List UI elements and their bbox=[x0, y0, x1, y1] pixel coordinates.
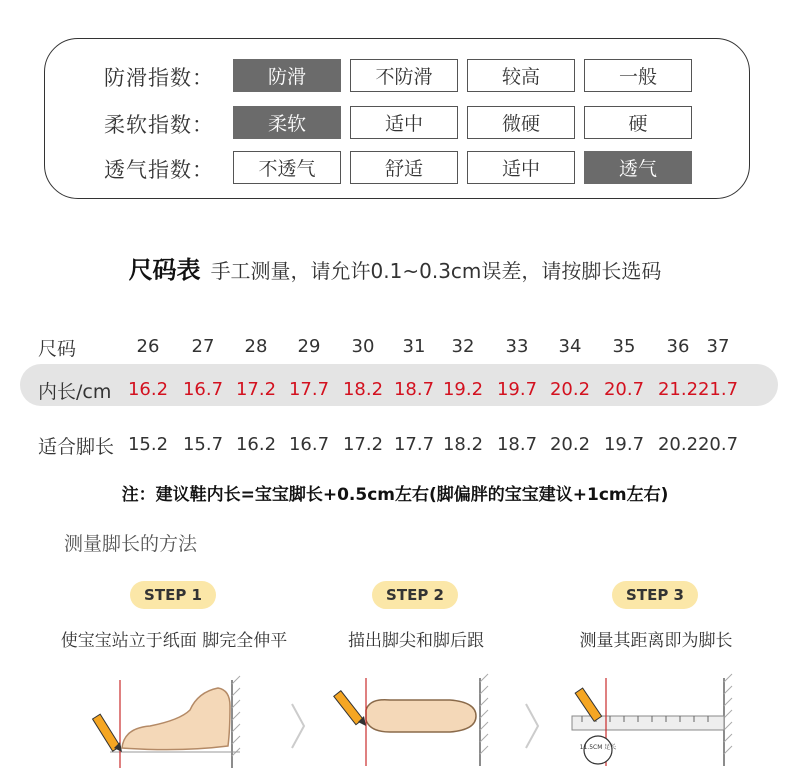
index-option-1-0: 柔软 bbox=[233, 106, 341, 139]
step-2-desc: 描出脚尖和脚后跟 bbox=[348, 631, 484, 651]
pencil-icon-2 bbox=[334, 691, 366, 726]
index-option-1-1: 适中 bbox=[350, 106, 458, 139]
size-cell: 18.2 bbox=[342, 379, 384, 400]
size-cell: 18.7 bbox=[393, 379, 435, 400]
index-option-0-2: 较高 bbox=[467, 59, 575, 92]
step-2-illustration bbox=[330, 670, 500, 770]
size-cell: 15.2 bbox=[127, 434, 169, 455]
size-cell: 35 bbox=[612, 336, 636, 357]
size-chart-heading bbox=[0, 250, 790, 285]
size-row-foot bbox=[0, 424, 790, 464]
size-cell: 16.2 bbox=[235, 434, 277, 455]
size-cell: 16.7 bbox=[182, 379, 224, 400]
size-note: 注：建议鞋内长=宝宝脚长+0.5cm左右(脚偏胖的宝宝建议+1cm左右) bbox=[121, 485, 669, 505]
size-cell: 19.7 bbox=[496, 379, 538, 400]
index-option-0-0: 防滑 bbox=[233, 59, 341, 92]
ruler-label: 11.5CM 足长 bbox=[579, 744, 617, 751]
size-cell: 19.2 bbox=[442, 379, 484, 400]
size-cell: 20.2 bbox=[549, 434, 591, 455]
size-cell: 16.7 bbox=[288, 434, 330, 455]
size-cell: 37 bbox=[706, 336, 730, 357]
size-cell: 31 bbox=[402, 336, 426, 357]
index-option-1-3: 硬 bbox=[584, 106, 692, 139]
step-3-badge: STEP 3 bbox=[612, 581, 698, 609]
size-cell: 36 bbox=[666, 336, 690, 357]
chevron-right-icon-2 bbox=[522, 700, 542, 752]
pencil-icon-1 bbox=[93, 714, 122, 752]
size-row-label: 尺码 bbox=[38, 338, 77, 360]
index-option-2-0: 不透气 bbox=[233, 151, 341, 184]
size-cell: 20.2 bbox=[549, 379, 591, 400]
size-cell: 34 bbox=[558, 336, 582, 357]
step-1-badge: STEP 1 bbox=[130, 581, 216, 609]
size-cell: 21.2 bbox=[657, 379, 699, 400]
size-row-label: 适合脚长 bbox=[38, 436, 115, 458]
size-cell: 15.7 bbox=[182, 434, 224, 455]
index-option-1-2: 微硬 bbox=[467, 106, 575, 139]
size-cell: 20.7 bbox=[697, 434, 739, 455]
index-label-2: 透气指数： bbox=[104, 158, 214, 182]
size-cell: 16.2 bbox=[127, 379, 169, 400]
size-cell: 28 bbox=[244, 336, 268, 357]
size-cell: 20.7 bbox=[603, 379, 645, 400]
step-3-desc: 测量其距离即为脚长 bbox=[579, 631, 733, 651]
size-cell: 21.7 bbox=[697, 379, 739, 400]
index-option-0-1: 不防滑 bbox=[350, 59, 458, 92]
step-1-desc: 使宝宝站立于纸面 脚完全伸平 bbox=[60, 631, 288, 651]
size-chart-title: 尺码表 bbox=[128, 256, 201, 284]
size-cell: 30 bbox=[351, 336, 375, 357]
step-1-illustration bbox=[80, 670, 260, 770]
index-label-1: 柔软指数： bbox=[104, 113, 214, 137]
size-cell: 17.2 bbox=[235, 379, 277, 400]
index-option-2-3: 透气 bbox=[584, 151, 692, 184]
size-cell: 17.7 bbox=[393, 434, 435, 455]
index-label-0: 防滑指数： bbox=[104, 66, 214, 90]
size-cell: 18.7 bbox=[496, 434, 538, 455]
size-row-size bbox=[0, 326, 790, 366]
size-cell: 27 bbox=[191, 336, 215, 357]
size-cell: 17.2 bbox=[342, 434, 384, 455]
size-row-label: 内长/cm bbox=[38, 381, 112, 403]
size-row-inner bbox=[0, 369, 790, 409]
size-cell: 18.2 bbox=[442, 434, 484, 455]
size-cell: 32 bbox=[451, 336, 475, 357]
size-cell: 29 bbox=[297, 336, 321, 357]
size-cell: 26 bbox=[136, 336, 160, 357]
index-option-2-2: 适中 bbox=[467, 151, 575, 184]
method-title: 测量脚长的方法 bbox=[64, 533, 198, 555]
step-2-badge: STEP 2 bbox=[372, 581, 458, 609]
size-cell: 20.2 bbox=[657, 434, 699, 455]
step-3-illustration bbox=[560, 670, 740, 770]
index-option-2-1: 舒适 bbox=[350, 151, 458, 184]
size-cell: 33 bbox=[505, 336, 529, 357]
chevron-right-icon-1 bbox=[288, 700, 308, 752]
size-chart-subtitle: 手工测量，请允许0.1~0.3cm误差，请按脚长选码 bbox=[210, 259, 662, 283]
size-cell: 19.7 bbox=[603, 434, 645, 455]
index-option-0-3: 一般 bbox=[584, 59, 692, 92]
size-cell: 17.7 bbox=[288, 379, 330, 400]
